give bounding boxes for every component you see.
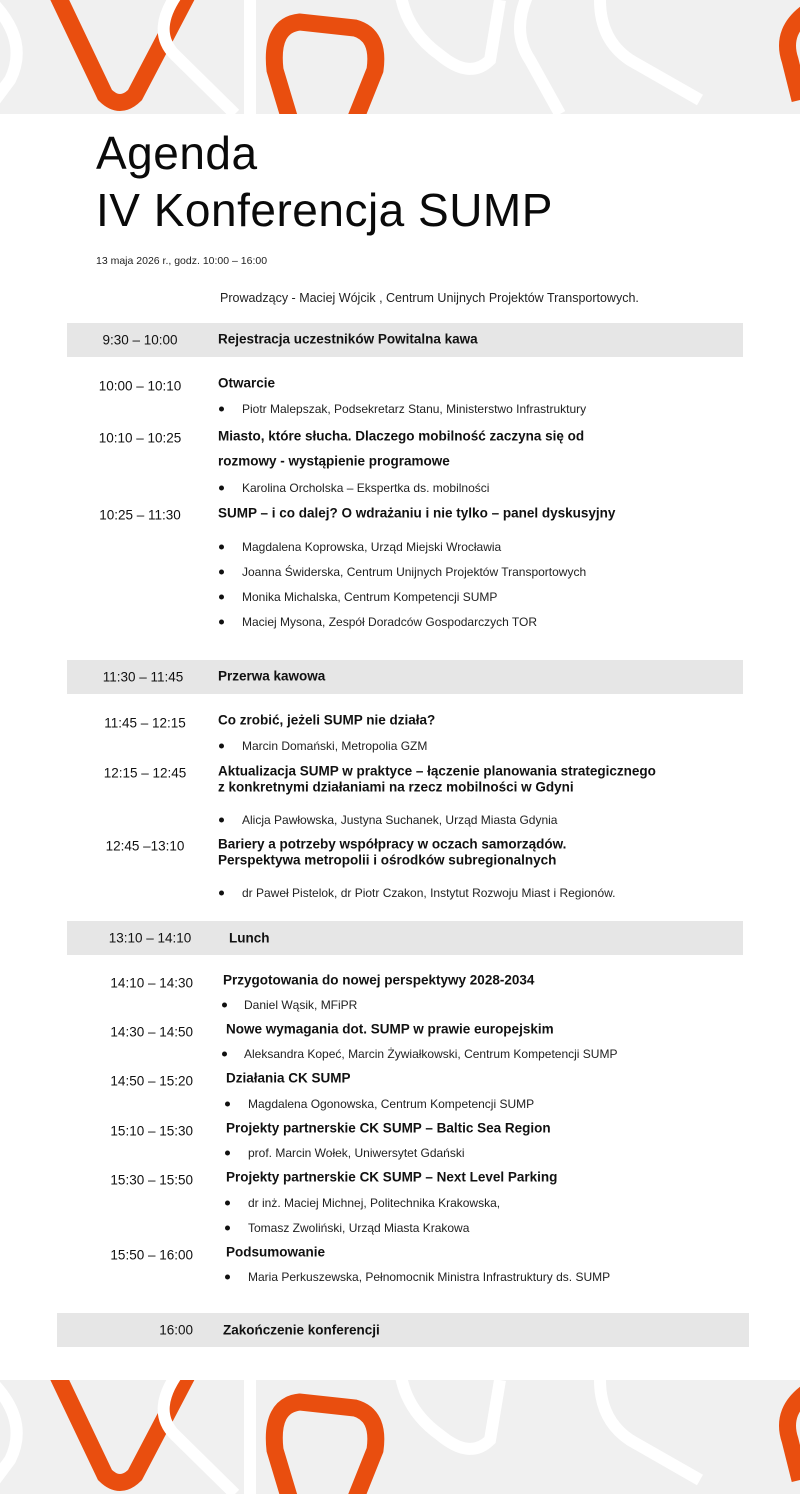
agenda-time: 14:10 – 14:30 <box>110 975 193 991</box>
speaker-item: Piotr Malepszak, Podsekretarz Stanu, Ministerstwo Infrastruktury <box>242 402 587 416</box>
speaker-item: Alicja Pawłowska, Justyna Suchanek, Urząd Miasta Gdynia <box>242 813 558 827</box>
agenda-time: 12:45 –13:10 <box>105 838 185 854</box>
speaker-item: Monika Michalska, Centrum Kompetencji SUMP <box>242 590 498 604</box>
bullet-icon <box>219 407 224 412</box>
agenda-time: 14:50 – 15:20 <box>110 1073 193 1089</box>
page-title-line2: IV Konferencja SUMP <box>96 184 553 236</box>
bullet-icon <box>219 545 224 550</box>
bullet-icon <box>219 818 224 823</box>
speaker-item: Magdalena Koprowska, Urząd Miejski Wrocławia <box>242 540 502 554</box>
agenda-time: 9:30 – 10:00 <box>102 332 178 348</box>
agenda-title: Otwarcie <box>218 375 276 391</box>
bullet-icon <box>225 1201 230 1206</box>
speaker-item: Magdalena Ogonowska, Centrum Kompetencji SUMP <box>248 1097 535 1111</box>
bullet-icon <box>219 570 224 575</box>
agenda-time: 10:25 – 11:30 <box>99 507 181 523</box>
speaker-item: Karolina Orcholska – Ekspertka ds. mobilności <box>242 481 490 495</box>
speaker-item: Aleksandra Kopeć, Marcin Żywiałkowski, Centrum Kompetencji SUMP <box>244 1047 618 1061</box>
bullet-icon <box>219 620 224 625</box>
bullet-icon <box>225 1151 230 1156</box>
bullet-icon <box>222 1052 227 1057</box>
agenda-title: Podsumowanie <box>226 1244 326 1260</box>
agenda-title: Perspektywa metropolii i ośrodków subregionalnych <box>218 852 557 868</box>
agenda-title: Przerwa kawowa <box>218 668 326 684</box>
bullet-icon <box>219 744 224 749</box>
agenda-title: Nowe wymagania dot. SUMP w prawie europejskim <box>226 1021 554 1037</box>
page-title-line1: Agenda <box>96 127 258 179</box>
agenda-time: 10:10 – 10:25 <box>98 430 182 446</box>
speaker-item: dr inż. Maciej Michnej, Politechnika Krakowska, <box>248 1196 501 1210</box>
agenda-time: 15:30 – 15:50 <box>110 1172 193 1188</box>
agenda-title: Projekty partnerskie CK SUMP – Baltic Sea Region <box>226 1120 551 1136</box>
agenda-title: Zakończenie konferencji <box>223 1322 380 1338</box>
agenda-title: Rejestracja uczestników Powitalna kawa <box>218 331 478 347</box>
agenda-time: 16:00 <box>159 1322 193 1338</box>
bullet-icon <box>219 891 224 896</box>
agenda-time: 12:15 – 12:45 <box>103 765 187 781</box>
speaker-item: Maria Perkuszewska, Pełnomocnik Ministra Infrastruktury ds. SUMP <box>248 1270 611 1284</box>
agenda-time: 11:30 – 11:45 <box>102 669 184 685</box>
agenda-time: 13:10 – 14:10 <box>108 930 192 946</box>
agenda-title: Bariery a potrzeby współpracy w oczach samorządów. <box>218 836 567 852</box>
bullet-icon <box>225 1226 230 1231</box>
decorative-shapes-icon <box>0 0 800 114</box>
agenda-time: 15:50 – 16:00 <box>110 1247 193 1263</box>
speaker-item: Tomasz Zwoliński, Urząd Miasta Krakowa <box>248 1221 470 1235</box>
agenda-title: Aktualizacja SUMP w praktyce – łączenie planowania strategicznego <box>218 763 656 779</box>
agenda-title: Lunch <box>229 930 270 946</box>
speaker-item: Marcin Domański, Metropolia GZM <box>242 739 428 753</box>
speaker-item: Joanna Świderska, Centrum Unijnych Projektów Transportowych <box>242 565 587 579</box>
header-decoration <box>0 0 800 114</box>
speaker-item: Maciej Mysona, Zespół Doradców Gospodarczych TOR <box>242 615 538 629</box>
agenda-title: Projekty partnerskie CK SUMP – Next Level Parking <box>226 1169 558 1185</box>
footer-decoration <box>0 1380 800 1494</box>
agenda-title: Co zrobić, jeżeli SUMP nie działa? <box>218 712 436 728</box>
host-info: Prowadzący - Maciej Wójcik , Centrum Unijnych Projektów Transportowych. <box>220 291 639 305</box>
agenda-title: Przygotowania do nowej perspektywy 2028-2034 <box>223 972 535 988</box>
speaker-item: dr Paweł Pistelok, dr Piotr Czakon, Instytut Rozwoju Miast i Regionów. <box>242 886 616 900</box>
bullet-icon <box>225 1275 230 1280</box>
agenda-title: Miasto, które słucha. Dlaczego mobilność zaczyna się od <box>218 428 585 444</box>
agenda-title: Działania CK SUMP <box>226 1070 351 1086</box>
event-date: 13 maja 2026 r., godz. 10:00 – 16:00 <box>96 255 268 267</box>
agenda-title: z konkretnymi działaniami na rzecz mobilności w Gdyni <box>218 779 574 795</box>
decorative-shapes-icon <box>0 1380 800 1494</box>
bullet-icon <box>219 595 224 600</box>
agenda-title: SUMP – i co dalej? O wdrażaniu i nie tylko – panel dyskusyjny <box>218 505 616 521</box>
speaker-item: Daniel Wąsik, MFiPR <box>244 998 358 1012</box>
agenda-time: 10:00 – 10:10 <box>98 378 182 394</box>
speaker-item: prof. Marcin Wołek, Uniwersytet Gdański <box>248 1146 465 1160</box>
agenda-time: 11:45 – 12:15 <box>104 715 186 731</box>
agenda-time: 14:30 – 14:50 <box>110 1024 193 1040</box>
bullet-icon <box>225 1102 230 1107</box>
agenda-title: rozmowy - wystąpienie programowe <box>218 453 450 469</box>
agenda-time: 15:10 – 15:30 <box>110 1123 193 1139</box>
bullet-icon <box>219 486 224 491</box>
bullet-icon <box>222 1003 227 1008</box>
